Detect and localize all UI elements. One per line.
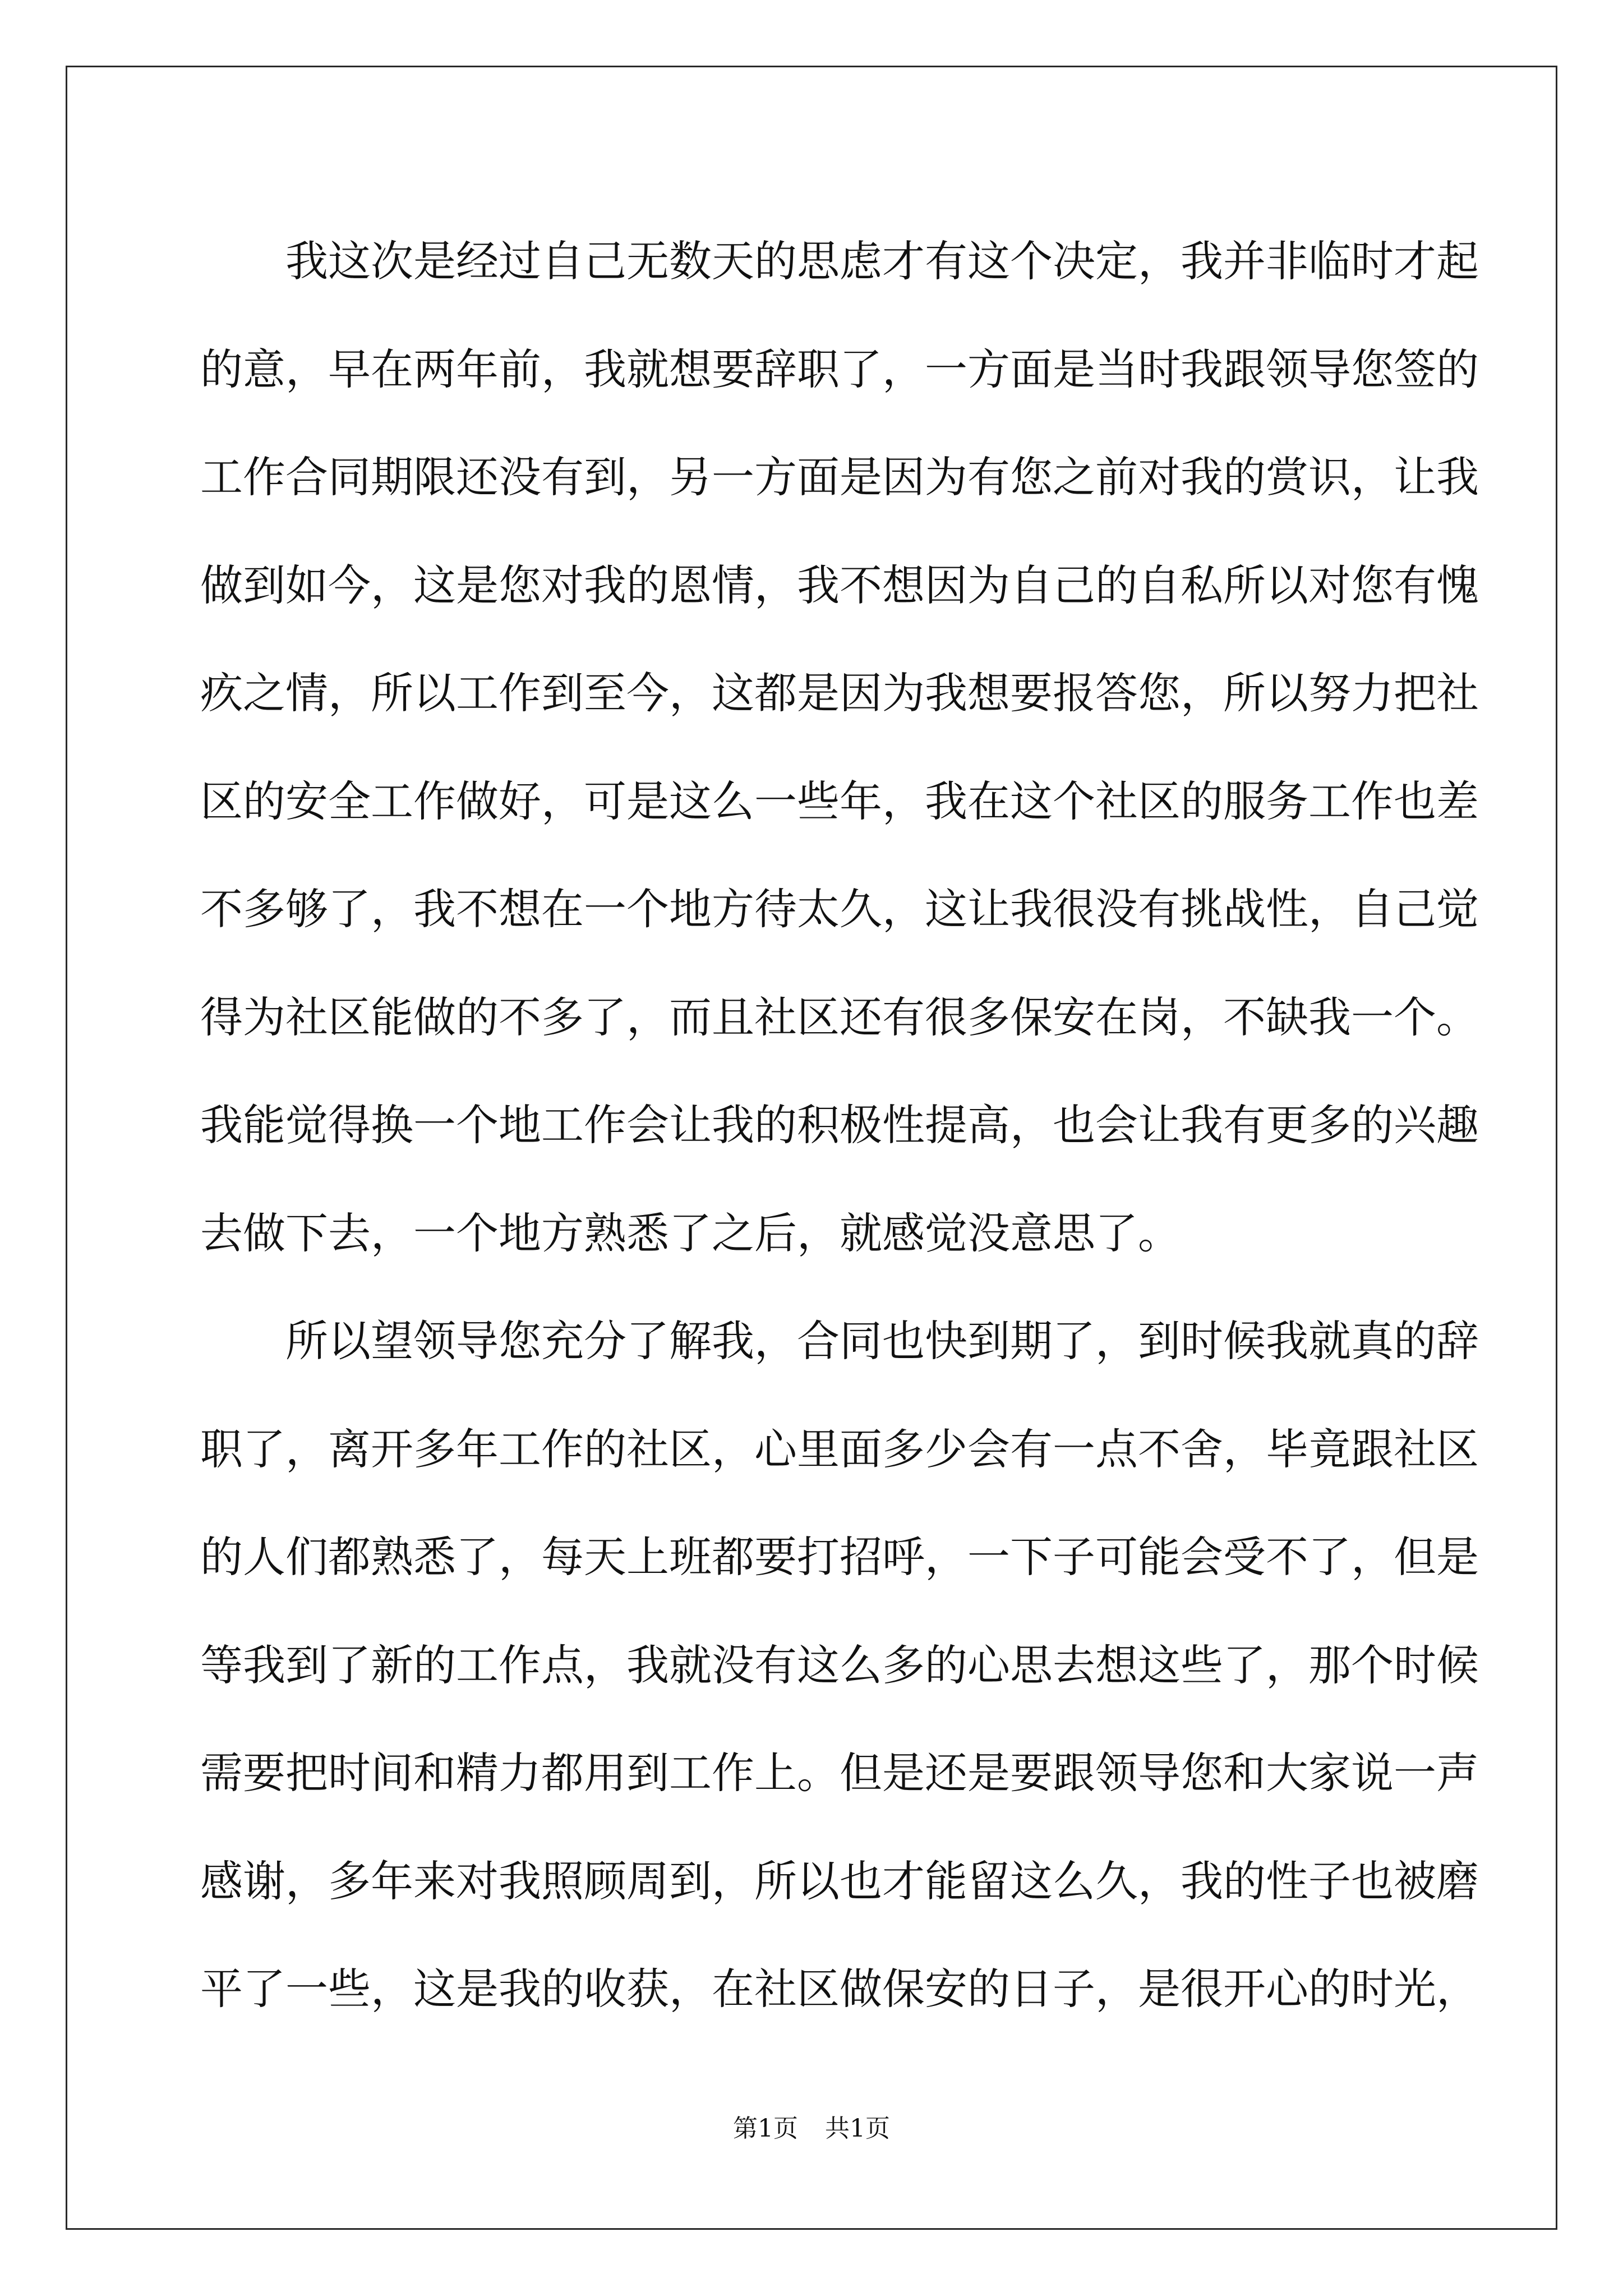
paragraph-2-line-1: 所以望领导您充分了解我，合同也快到期了，到时候我就真的辞 — [285, 1316, 1479, 1366]
page-number-total: 共1页 — [825, 2114, 890, 2143]
document-body — [200, 208, 1479, 2044]
paragraph-1-line-4: 做到如今，这是您对我的恩情，我不想因为自己的自私所以对您有愧 — [200, 560, 1479, 610]
page-footer — [0, 2108, 1623, 2144]
paragraph-1-line-6: 区的安全工作做好，可是这么一些年，我在这个社区的服务工作也差 — [200, 776, 1479, 826]
paragraph-1-line-10: 去做下去，一个地方熟悉了之后，就感觉没意思了。 — [200, 1208, 1181, 1258]
paragraph-2-line-2: 职了，离开多年工作的社区，心里面多少会有一点不舍，毕竟跟社区 — [200, 1424, 1479, 1474]
paragraph-1-line-5: 疚之情，所以工作到至今，这都是因为我想要报答您，所以努力把社 — [200, 668, 1479, 718]
paragraph-1-line-3: 工作合同期限还没有到，另一方面是因为有您之前对我的赏识，让我 — [200, 452, 1479, 502]
paragraph-2-line-7: 平了一些，这是我的收获，在社区做保安的日子，是很开心的时光， — [200, 1964, 1479, 2014]
paragraph-1-line-1: 我这次是经过自己无数天的思虑才有这个决定，我并非临时才起 — [285, 236, 1479, 286]
page-number-current: 第1页 — [733, 2114, 798, 2143]
paragraph-2-line-5: 需要把时间和精力都用到工作上。但是还是要跟领导您和大家说一声 — [200, 1748, 1479, 1798]
paragraph-1-line-9: 我能觉得换一个地工作会让我的积极性提高，也会让我有更多的兴趣 — [200, 1100, 1479, 1150]
paragraph-2-line-3: 的人们都熟悉了，每天上班都要打招呼，一下子可能会受不了，但是 — [200, 1532, 1479, 1582]
paragraph-1-line-2: 的意，早在两年前，我就想要辞职了，一方面是当时我跟领导您签的 — [200, 344, 1479, 394]
paragraph-2-line-6: 感谢，多年来对我照顾周到，所以也才能留这么久，我的性子也被磨 — [200, 1856, 1479, 1906]
paragraph-2-line-4: 等我到了新的工作点，我就没有这么多的心思去想这些了，那个时候 — [200, 1640, 1479, 1690]
paragraph-1-line-7: 不多够了，我不想在一个地方待太久，这让我很没有挑战性，自己觉 — [200, 884, 1479, 934]
paragraph-1-line-8: 得为社区能做的不多了，而且社区还有很多保安在岗，不缺我一个。 — [200, 992, 1479, 1042]
